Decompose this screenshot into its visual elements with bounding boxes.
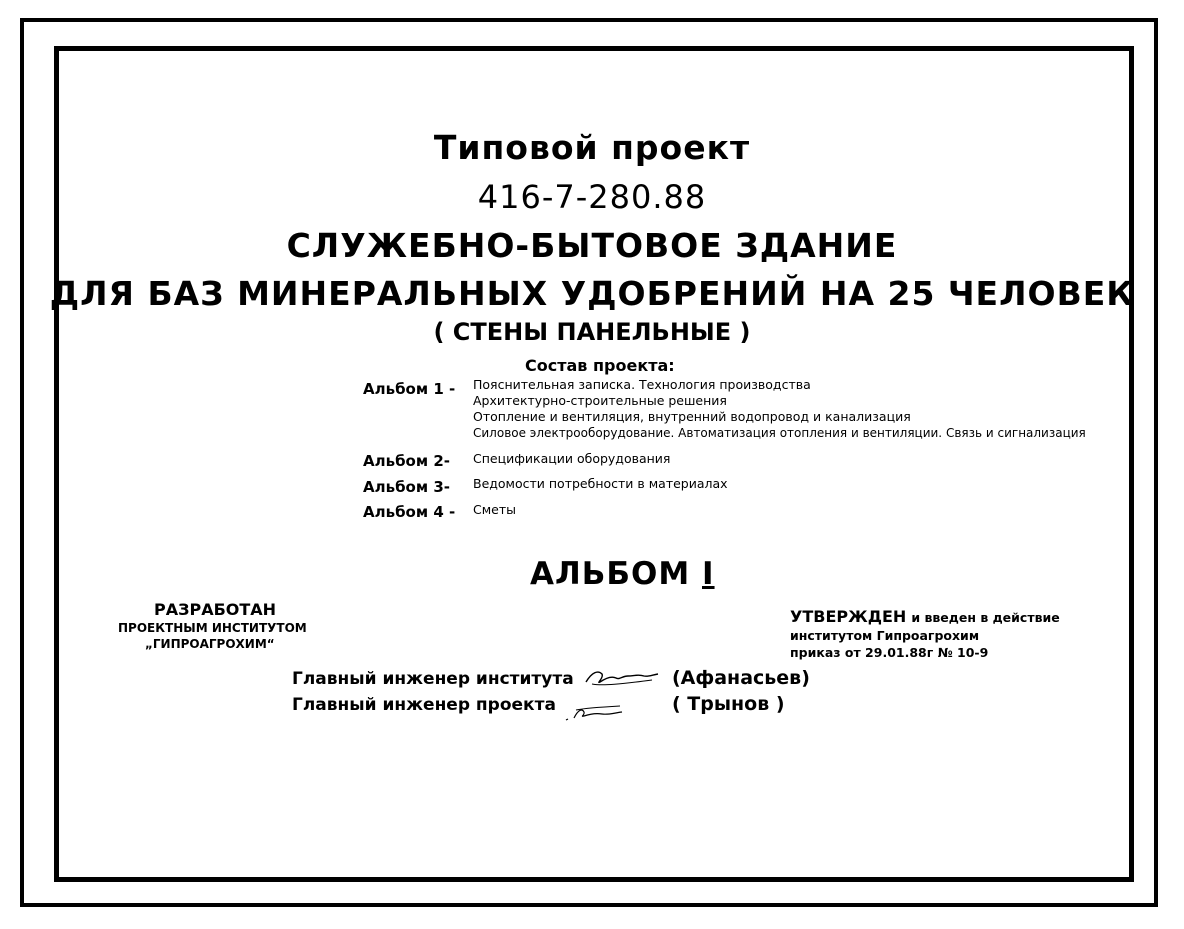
approved-line1: институтом Гипроагрохим: [790, 628, 980, 643]
approved-line2: приказ от 29.01.88г № 10-9: [790, 645, 989, 660]
developed-heading: РАЗРАБОТАН: [154, 600, 277, 619]
walls-type: ( СТЕНЫ ПАНЕЛЬНЫЕ ): [433, 318, 751, 346]
album-3-line-1: Ведомости потребности в материалах: [473, 476, 728, 491]
album-1-label: Альбом 1 -: [363, 380, 456, 398]
album-1-line-3: Отопление и вентиляция, внутренний водопровод и канализация: [473, 409, 911, 424]
composition-heading: Состав проекта:: [525, 356, 675, 375]
building-name-line2: ДЛЯ БАЗ МИНЕРАЛЬНЫХ УДОБРЕНИЙ НА 25 ЧЕЛОВЕК: [49, 274, 1135, 313]
signature-name-2: ( Трынов ): [672, 693, 785, 715]
album-title: [530, 556, 715, 592]
album-title-prefix: АЛЬБОМ: [530, 556, 691, 592]
signature-role-2: Главный инженер проекта: [292, 695, 556, 715]
document-title: Типовой проект: [433, 128, 751, 167]
building-name-line1: СЛУЖЕБНО-БЫТОВОЕ ЗДАНИЕ: [286, 226, 898, 265]
approved-heading-rest: и введен в действие: [911, 610, 1060, 625]
signature-name-1: (Афанасьев): [672, 667, 810, 689]
project-code: 416-7-280.88: [477, 178, 707, 216]
album-1-line-1: Пояснительная записка. Технология производства: [473, 377, 811, 392]
approved-block: [790, 607, 1060, 626]
signature-role-1: Главный инженер института: [292, 669, 574, 689]
album-4-label: Альбом 4 -: [363, 503, 456, 521]
developed-line1: ПРОЕКТНЫМ ИНСТИТУТОМ: [118, 621, 307, 635]
signature-mark-1: [582, 664, 662, 690]
approved-heading: УТВЕРЖДЕН: [790, 607, 907, 626]
developed-line2: „ГИПРОАГРОХИМ“: [145, 637, 275, 651]
album-1-line-2: Архитектурно-строительные решения: [473, 393, 727, 408]
album-4-line-1: Сметы: [473, 502, 516, 517]
album-title-number: I: [702, 556, 715, 592]
signature-mark-2: [562, 702, 626, 724]
album-3-label: Альбом 3-: [363, 478, 451, 496]
album-2-line-1: Спецификации оборудования: [473, 451, 671, 466]
album-1-line-4: Силовое электрооборудование. Автоматизация отопления и вентиляции. Связь и сигнализация: [473, 426, 1086, 440]
album-2-label: Альбом 2-: [363, 452, 451, 470]
